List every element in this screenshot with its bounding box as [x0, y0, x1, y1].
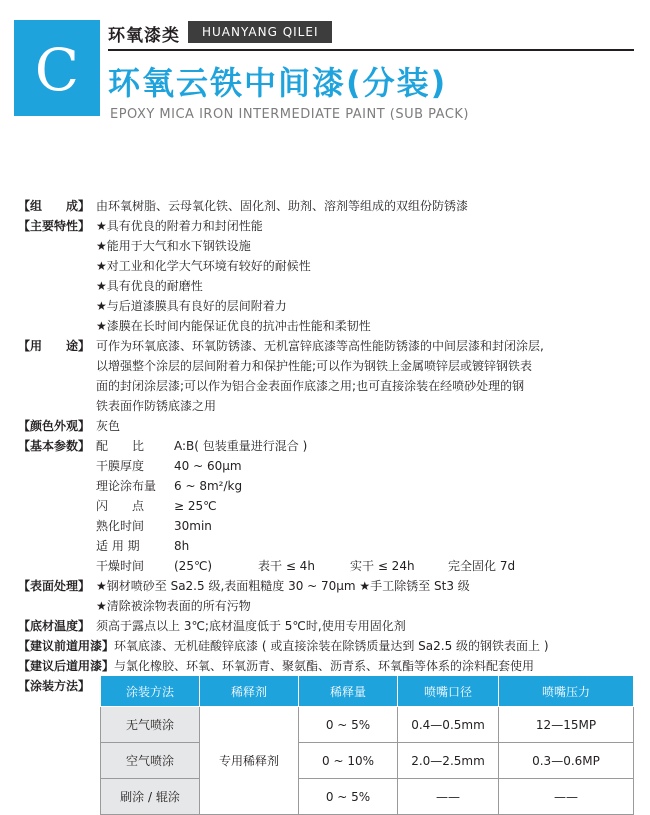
- param-pot-life: [96, 536, 638, 556]
- row-method: 无气喷涂: [101, 707, 200, 743]
- param-value: 30min: [174, 519, 212, 533]
- feature-item: ★漆膜在长时间内能保证优良的抗冲击性能和柔韧性: [96, 319, 371, 333]
- header-divider: [108, 49, 634, 51]
- surface-row: [18, 576, 638, 616]
- table-row: [101, 707, 634, 743]
- surface-line: ★清除被涂物表面的所有污物: [96, 599, 251, 613]
- usage-text: [96, 336, 638, 416]
- params-label: 【基本参数】: [18, 439, 91, 453]
- param-dry-temp: (25℃): [174, 559, 213, 573]
- surface-label: 【表面处理】: [18, 579, 91, 593]
- surface-line: ★钢材喷砂至 Sa2.5 级,表面粗糙度 30 ~ 70μm ★手工除锈至 St3 级: [96, 579, 470, 593]
- substrate-temp-label: 【底材温度】: [18, 619, 91, 633]
- param-dry-full: 完全固化 7d: [448, 559, 516, 573]
- row-pressure: 0.3—0.6MP: [499, 743, 634, 779]
- param-key: 干膜厚度: [96, 459, 145, 473]
- header-pressure: 喷嘴压力: [499, 676, 634, 707]
- row-nozzle: 0.4—0.5mm: [398, 707, 499, 743]
- param-film-thickness: [96, 456, 638, 476]
- param-key: 干燥时间: [96, 559, 145, 573]
- param-key: 配 比: [96, 439, 145, 453]
- param-ratio: [96, 436, 638, 456]
- usage-label: 【用 途】: [18, 339, 91, 353]
- category-label: 环氧漆类: [108, 26, 180, 46]
- page-subtitle-en: EPOXY MICA IRON INTERMEDIATE PAINT (SUB PACK): [110, 107, 470, 122]
- param-value: ≥ 25℃: [174, 499, 217, 513]
- header-method: 涂装方法: [101, 676, 200, 707]
- features-label: 【主要特性】: [18, 219, 91, 233]
- usage-row: [18, 336, 638, 416]
- color-label: 【颜色外观】: [18, 419, 91, 433]
- param-value: 8h: [174, 539, 190, 553]
- row-pressure: 12—15MP: [499, 707, 634, 743]
- row-method: 刷涂 / 辊涂: [101, 779, 200, 815]
- method-label: 【涂装方法】: [18, 679, 91, 693]
- usage-line: 可作为环氧底漆、环氧防锈漆、无机富锌底漆等高性能防锈漆的中间层漆和封闭涂层,: [96, 339, 544, 353]
- table-row: [101, 743, 634, 779]
- header: [0, 0, 650, 130]
- param-flash-point: [96, 496, 638, 516]
- param-curing-time: [96, 516, 638, 536]
- param-dry-hard: 实干 ≤ 24h: [350, 559, 415, 573]
- composition-row: [18, 196, 638, 216]
- feature-item: ★能用于大气和水下钢铁设施: [96, 239, 251, 253]
- page-title: 环氧云铁中间漆(分装): [108, 64, 448, 102]
- composition-label: 【组 成】: [18, 199, 91, 213]
- param-value: 6 ~ 8m²/kg: [174, 479, 243, 493]
- header-thinner: 稀释剂: [200, 676, 299, 707]
- color-row: [18, 416, 638, 436]
- param-coverage: [96, 476, 638, 496]
- features-list: [96, 216, 638, 336]
- next-coat-text: 与氯化橡胶、环氧、环氧沥青、聚氨酯、沥青系、环氧酯等体系的涂料配套使用: [114, 659, 535, 673]
- thinner-cell: 专用稀释剂: [200, 707, 299, 815]
- usage-line: 以增强整个涂层的层间附着力和保护性能;可以作为钢铁上金属喷锌层或镀锌钢铁表: [96, 359, 533, 373]
- param-drying-time: [96, 556, 638, 576]
- feature-item: ★具有优良的耐磨性: [96, 279, 203, 293]
- category-en-tag: HUANYANG QILEI: [188, 21, 332, 43]
- row-nozzle: ——: [398, 779, 499, 815]
- header-nozzle: 喷嘴口径: [398, 676, 499, 707]
- spec-sections: [18, 196, 638, 696]
- header-amount: 稀释量: [299, 676, 398, 707]
- params-row: [18, 436, 638, 576]
- usage-line: 面的封闭涂层漆;可以作为铝合金表面作底漆之用;也可直接涂装在经喷砂处理的钢: [96, 379, 525, 393]
- composition-text: 由环氧树脂、云母氧化铁、固化剂、助剂、溶剂等组成的双组份防锈漆: [96, 199, 469, 213]
- table-header-row: [101, 676, 634, 707]
- row-pressure: ——: [499, 779, 634, 815]
- feature-item: ★对工业和化学大气环境有较好的耐候性: [96, 259, 311, 273]
- prev-coat-row: [18, 636, 638, 656]
- feature-item: ★与后道漆膜具有良好的层间附着力: [96, 299, 287, 313]
- param-value: 40 ~ 60μm: [174, 459, 242, 473]
- substrate-temp-row: [18, 616, 638, 636]
- category-letter-badge: C: [14, 20, 100, 116]
- usage-line: 铁表面作防锈底漆之用: [96, 399, 217, 413]
- color-text: 灰色: [96, 419, 121, 433]
- param-key: 闪 点: [96, 499, 145, 513]
- row-amount: 0 ~ 10%: [299, 743, 398, 779]
- feature-item: ★具有优良的附着力和封闭性能: [96, 219, 263, 233]
- table-row: [101, 779, 634, 815]
- param-key: 熟化时间: [96, 519, 145, 533]
- prev-coat-text: 环氧底漆、无机硅酸锌底漆 ( 或直接涂装在除锈质量达到 Sa2.5 级的钢铁表面上 ): [114, 639, 549, 653]
- application-method-table: [100, 675, 634, 815]
- params-list: [96, 436, 638, 576]
- next-coat-label: 【建议后道用漆】: [18, 659, 115, 673]
- prev-coat-label: 【建议前道用漆】: [18, 639, 115, 653]
- row-amount: 0 ~ 5%: [299, 779, 398, 815]
- param-key: 理论涂布量: [96, 479, 157, 493]
- row-method: 空气喷涂: [101, 743, 200, 779]
- param-value: A:B( 包装重量进行混合 ): [174, 439, 308, 453]
- next-coat-row: [18, 656, 638, 676]
- param-dry-surface: 表干 ≤ 4h: [258, 559, 315, 573]
- row-amount: 0 ~ 5%: [299, 707, 398, 743]
- row-nozzle: 2.0—2.5mm: [398, 743, 499, 779]
- substrate-temp-text: 须高于露点以上 3℃;底材温度低于 5℃时,使用专用固化剂: [96, 619, 406, 633]
- features-row: [18, 216, 638, 336]
- param-key: 适 用 期: [96, 539, 140, 553]
- surface-text: [96, 576, 638, 616]
